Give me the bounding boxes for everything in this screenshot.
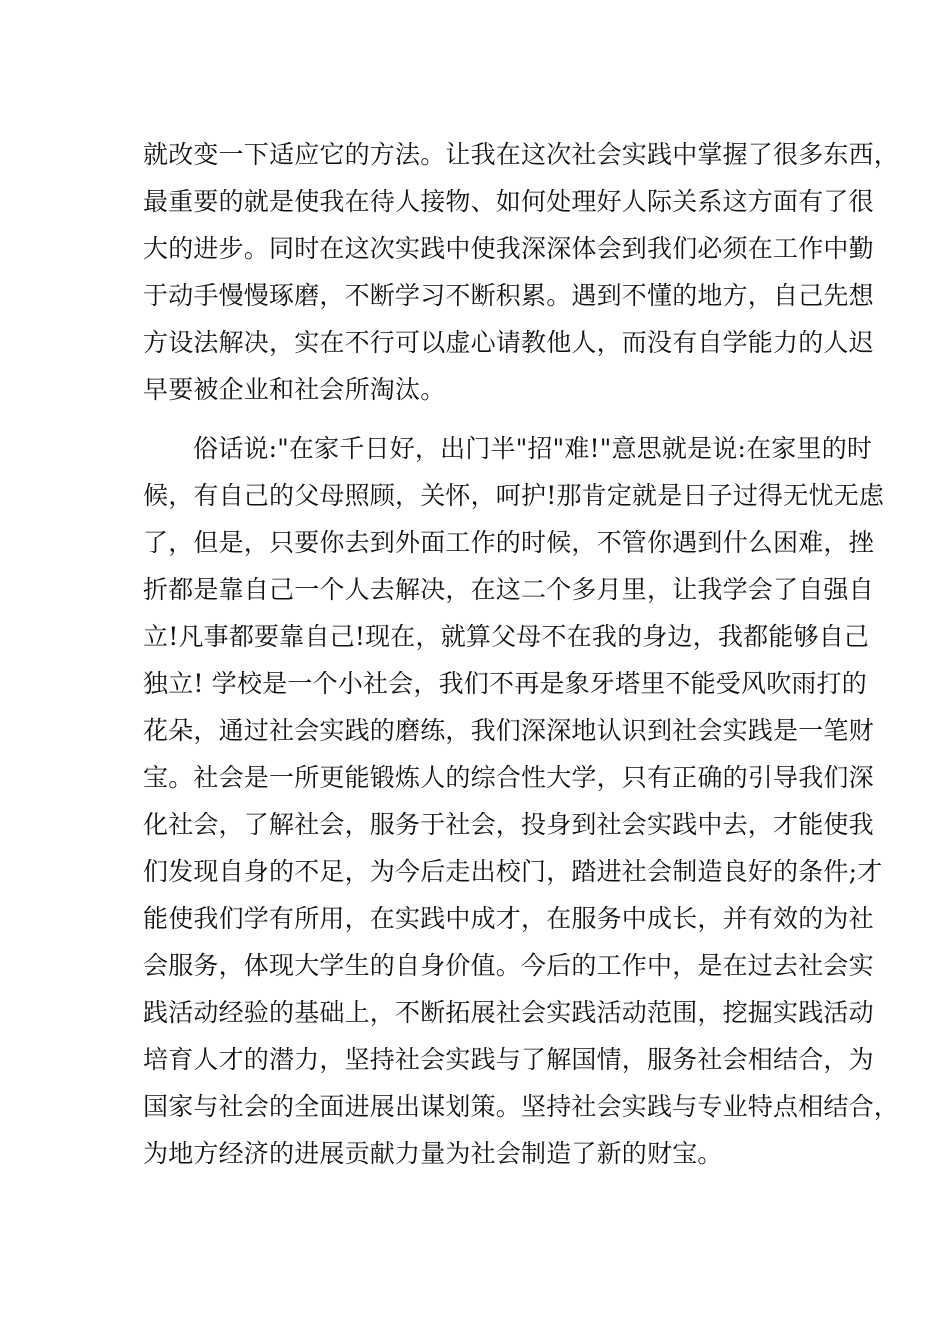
paragraph-2-line-8: 宝。社会是一所更能锻炼人的综合性大学，只有正确的引导我们深	[143, 763, 874, 792]
paragraph-1-line-6: 早要被企业和社会所淘汰。	[143, 375, 446, 404]
paragraph-2-line-4: 折都是靠自己一个人去解决，在这二个多月里，让我学会了自强自	[143, 575, 874, 604]
paragraph-2-line-12: 会服务，体现大学生的自身价值。今后的工作中，是在过去社会实	[143, 951, 874, 980]
paragraph-2-line-3: 了，但是，只要你去到外面工作的时候，不管你遇到什么困难，挫	[143, 528, 874, 557]
paragraph-1-line-2: 最重要的就是使我在待人接物、如何处理好人际关系这方面有了很	[143, 187, 874, 216]
paragraph-2-line-14: 培育人才的潜力，坚持社会实践与了解国情，服务社会相结合，为	[143, 1045, 874, 1074]
paragraph-2-line-9: 化社会，了解社会，服务于社会，投身到社会实践中去，才能使我	[143, 810, 874, 839]
paragraph-1-line-5: 方设法解决，实在不行可以虚心请教他人，而没有自学能力的人迟	[143, 328, 874, 357]
paragraph-2-line-7: 花朵，通过社会实践的磨练，我们深深地认识到社会实践是一笔财	[143, 716, 874, 745]
paragraph-2-line-2: 候，有自己的父母照顾，关怀，呵护!那肯定就是日子过得无忧无虑	[143, 481, 885, 510]
paragraph-2-line-5: 立!凡事都要靠自己!现在，就算父母不在我的身边，我都能够自己	[143, 622, 870, 651]
paragraph-2-line-6: 独立! 学校是一个小社会，我们不再是象牙塔里不能受风吹雨打的	[143, 669, 867, 698]
paragraph-1-line-3: 大的进步。同时在这次实践中使我深深体会到我们必须在工作中勤	[143, 234, 874, 263]
paragraph-2-line-10: 们发现自身的不足，为今后走出校门，踏进社会制造良好的条件;才	[143, 857, 883, 886]
paragraph-1-line-1: 就改变一下适应它的方法。让我在这次社会实践中掌握了很多东西，	[143, 140, 900, 169]
paragraph-2-line-1: 俗话说:"在家千日好，出门半"招"难!"意思就是说:在家里的时	[193, 434, 873, 463]
paragraph-2-line-16: 为地方经济的进展贡献力量为社会制造了新的财宝。	[143, 1139, 723, 1168]
paragraph-2-line-13: 践活动经验的基础上，不断拓展社会实践活动范围，挖掘实践活动	[143, 998, 874, 1027]
paragraph-2-line-11: 能使我们学有所用，在实践中成才，在服务中成长，并有效的为社	[143, 904, 874, 933]
paragraph-2-line-15: 国家与社会的全面进展出谋划策。坚持社会实践与专业特点相结合，	[143, 1092, 900, 1121]
paragraph-1-line-4: 于动手慢慢琢磨，不断学习不断积累。遇到不懂的地方，自己先想	[143, 281, 874, 310]
